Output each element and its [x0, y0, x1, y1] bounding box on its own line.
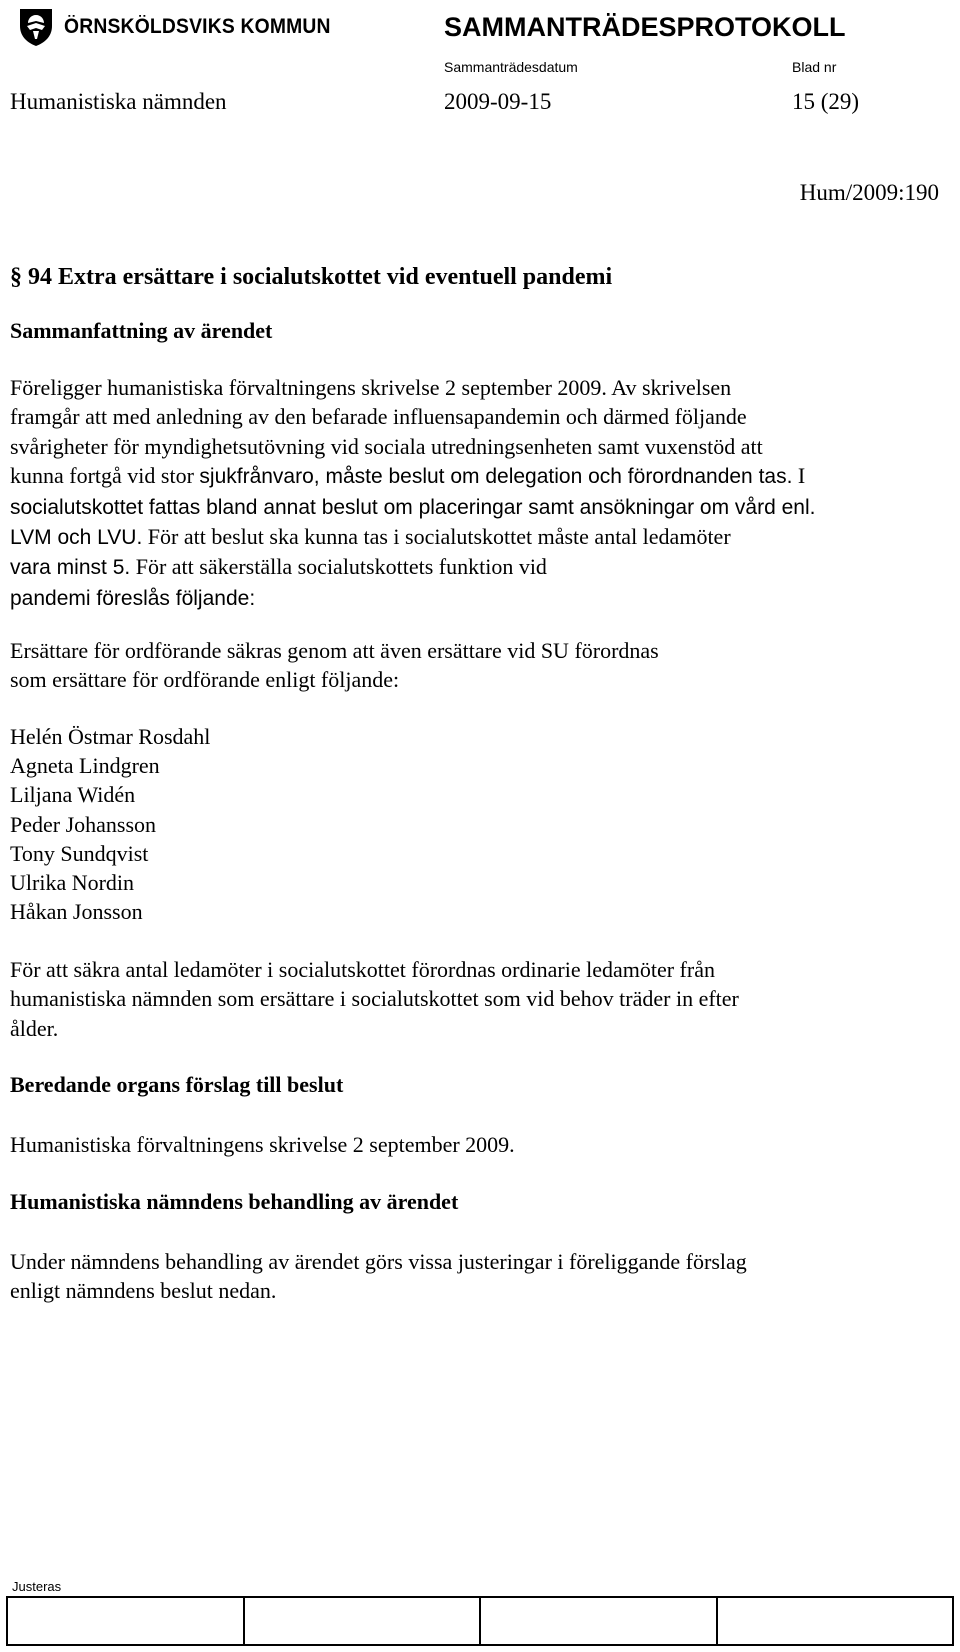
- signature-cell[interactable]: [481, 1598, 718, 1644]
- proposal-heading: Beredande organs förslag till beslut: [10, 1072, 344, 1097]
- list-item: Tony Sundqvist: [10, 840, 149, 866]
- signature-cell[interactable]: [8, 1598, 245, 1644]
- list-item: Ulrika Nordin: [10, 870, 135, 896]
- summary-heading: Sammanfattning av ärendet: [10, 318, 273, 343]
- page-title: § 94 Extra ersättare i socialutskottet vid eventuell pandemi: [10, 264, 613, 290]
- meeting-date: 2009-09-15: [444, 89, 552, 114]
- proposal-text: Humanistiska förvaltningens skrivelse 2 september 2009.: [10, 1132, 515, 1157]
- summary-line: LVM och LVU. För att beslut ska kunna tas i socialutskottet måste antal ledamöter: [10, 524, 731, 550]
- crest-icon: [16, 6, 56, 48]
- case-reference: Hum/2009:190: [799, 180, 939, 205]
- document-type: SAMMANTRÄDESPROTOKOLL: [444, 12, 846, 42]
- treatment-paragraph: [10, 1247, 945, 1306]
- summary-line: vara minst 5. För att säkerställa socialutskottets funktion vid: [10, 554, 547, 580]
- treatment-heading: Humanistiska nämndens behandling av ärendet: [10, 1189, 459, 1214]
- member-paragraph: [10, 955, 945, 1043]
- paragraph-line: humanistiska nämnden som ersättare i socialutskottet som vid behov träder in efter: [10, 986, 739, 1012]
- summary-line: socialutskottet fattas bland annat beslut om placeringar samt ansökningar om vård enl.: [10, 495, 816, 519]
- paragraph-line: För att säkra antal ledamöter i socialutskottet förordnas ordinarie ledamöter från: [10, 957, 715, 982]
- list-item: Helén Östmar Rosdahl: [10, 724, 211, 749]
- signature-cell[interactable]: [718, 1598, 953, 1644]
- list-item: Håkan Jonsson: [10, 899, 143, 925]
- page-number-label: Blad nr: [792, 59, 837, 75]
- paragraph-line: Ersättare för ordförande säkras genom att även ersättare vid SU förordnas: [10, 638, 659, 663]
- summary-line: svårigheter för myndighetsutövning vid sociala utredningsenheten samt vuxenstöd att: [10, 433, 763, 459]
- list-item: Agneta Lindgren: [10, 753, 160, 779]
- paragraph-line: ålder.: [10, 1015, 59, 1041]
- paragraph-line: Under nämndens behandling av ärendet görs vissa justeringar i föreliggande förslag: [10, 1249, 747, 1274]
- signature-cell[interactable]: [245, 1598, 482, 1644]
- summary-line: kunna fortgå vid stor sjukfrånvaro, måste beslut om delegation och förordnanden tas. I: [10, 463, 806, 489]
- page-number: 15 (29): [792, 89, 860, 114]
- committee-name: Humanistiska nämnden: [10, 89, 227, 114]
- summary-line: Föreligger humanistiska förvaltningens skrivelse 2 september 2009. Av skrivelsen: [10, 375, 732, 400]
- meeting-date-label: Sammanträdesdatum: [444, 59, 578, 75]
- list-item: Liljana Widén: [10, 782, 136, 808]
- summary-paragraph: [10, 373, 945, 613]
- header-logo: [16, 6, 354, 48]
- summary-line: framgår att med anledning av den befarade influensapandemin och därmed följande: [10, 404, 747, 430]
- summary-line: pandemi föreslås följande:: [10, 586, 256, 610]
- org-name: ÖRNSKÖLDSVIKS KOMMUN: [64, 15, 331, 38]
- substitute-intro-paragraph: [10, 636, 945, 695]
- signature-table: [6, 1596, 954, 1646]
- paragraph-line: som ersättare för ordförande enligt följande:: [10, 667, 400, 693]
- list-item: Peder Johansson: [10, 811, 157, 837]
- paragraph-line: enligt nämndens beslut nedan.: [10, 1278, 277, 1304]
- signature-label: Justeras: [12, 1579, 62, 1594]
- substitute-name-list: [10, 722, 210, 926]
